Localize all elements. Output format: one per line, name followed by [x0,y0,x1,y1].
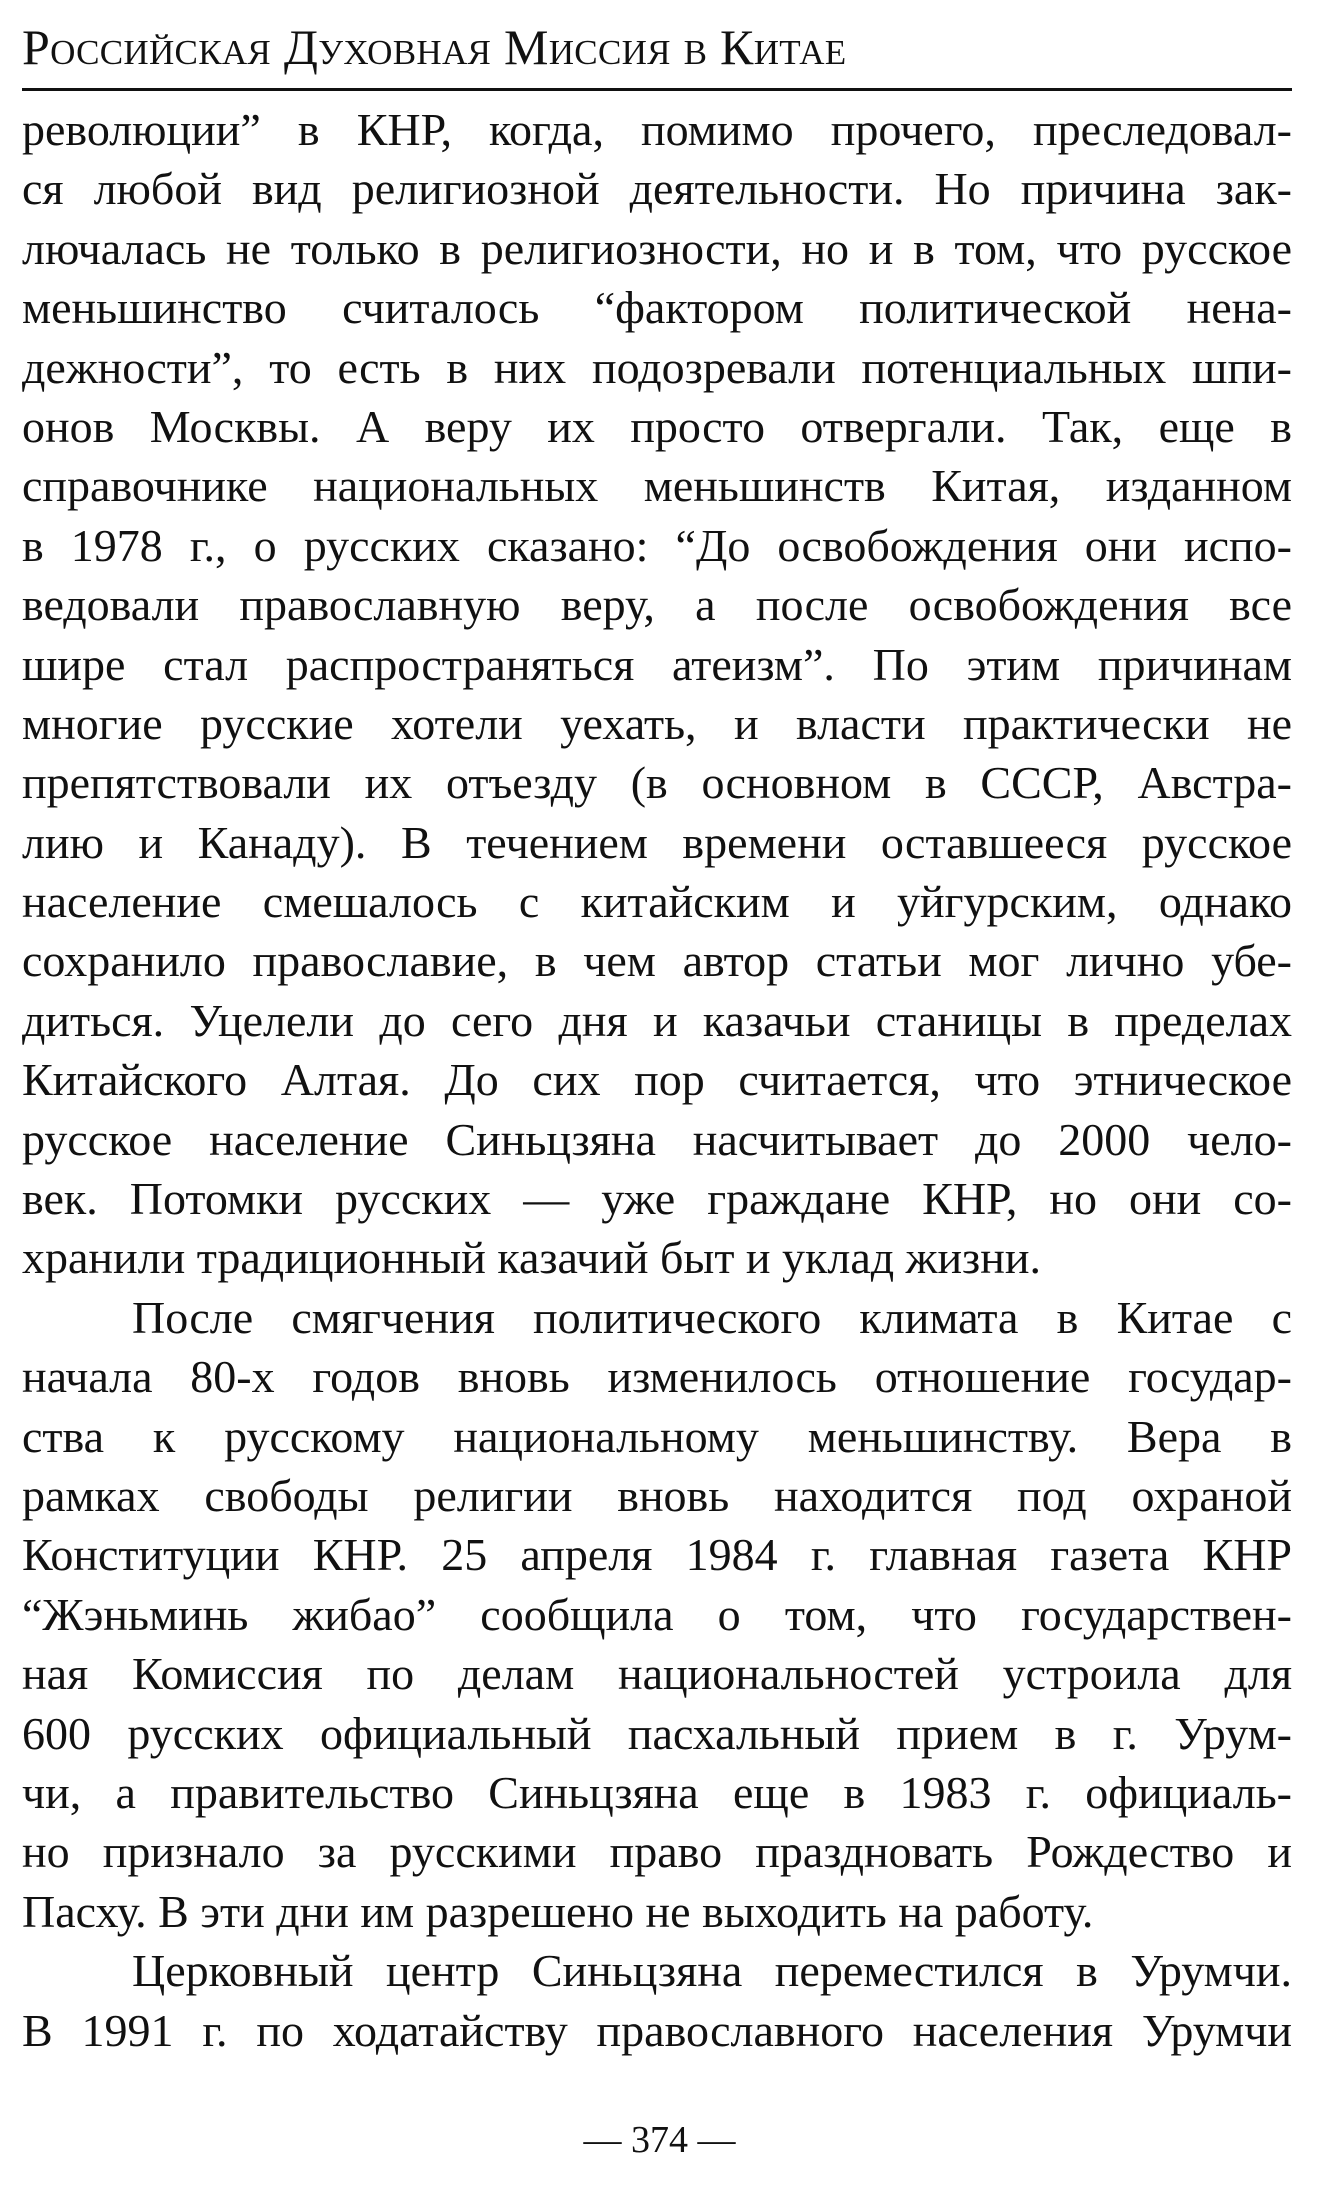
text-line: но признало за русскими право праздновать Рождество и [22,1826,1292,1878]
text-line: ства к русскому национальному меньшинству. Вера в [22,1410,1292,1462]
header-rule [22,88,1292,91]
text-line: население смешалось с китайским и уйгурским, однако [22,876,1292,928]
text-line: век. Потомки русских — уже граждане КНР, но они со- [22,1173,1292,1225]
text-line: “Жэньминь жибао” сообщила о том, что государствен- [22,1588,1292,1640]
text-line: препятствовали их отъезду (в основном в СССР, Австра- [22,757,1292,809]
text-line: 600 русских официальный пасхальный прием в г. Урум- [22,1707,1292,1759]
paragraph-start-line: После смягчения политического климата в Китае с [132,1291,1292,1343]
page-number: — 374 — [583,2119,736,2161]
text-line: в 1978 г., о русских сказано: “До освобождения они испо- [22,519,1292,571]
text-line: революции” в КНР, когда, помимо прочего, преследовал- [22,104,1292,155]
text-line: многие русские хотели уехать, и власти практически не [22,697,1292,749]
text-line: ся любой вид религиозной деятельности. Но причина зак- [22,163,1292,215]
text-line: онов Москвы. А веру их просто отвергали. Так, еще в [22,400,1292,452]
paragraph-start-line: Церковный центр Синьцзяна переместился в Урумчи. [132,1945,1292,1997]
running-header: Российская Духовная Миссия в Китае [22,19,847,75]
text-line: рамках свободы религии вновь находится под охраной [22,1469,1292,1521]
paragraph-end-line: хранили традиционный казачий быт и уклад жизни. [22,1232,1041,1284]
text-line: лючалась не только в религиозности, но и в том, что русское [22,222,1292,274]
text-line: чи, а правительство Синьцзяна еще в 1983 г. официаль- [22,1766,1292,1818]
text-line: ная Комиссия по делам национальностей устроила для [22,1648,1292,1700]
text-line: справочнике национальных меньшинств Китая, изданном [22,460,1292,512]
text-line: ведовали православную веру, а после освобождения все [22,579,1292,631]
text-line: диться. Уцелели до сего дня и казачьи станицы в пределах [22,994,1292,1046]
text-line: дежности”, то есть в них подозревали потенциальных шпи- [22,341,1292,393]
text-line: Китайского Алтая. До сих пор считается, что этническое [22,1054,1292,1106]
text-line: В 1991 г. по ходатайству православного населения Урумчи [22,2004,1292,2056]
text-line: сохранило православие, в чем автор статьи мог лично убе- [22,935,1292,987]
paragraph-end-line: Пасху. В эти дни им разрешено не выходить на работу. [22,1885,1094,1937]
body-text [22,100,1292,2060]
text-line: лию и Канаду). В течением времени оставшееся русское [22,816,1292,868]
text-line: русское население Синьцзяна насчитывает до 2000 чело- [22,1113,1292,1165]
text-line: Конституции КНР. 25 апреля 1984 г. главная газета КНР [22,1529,1292,1581]
text-line: меньшинство считалось “фактором политической нена- [22,282,1292,334]
text-line: шире стал распространяться атеизм”. По этим причинам [22,638,1292,690]
text-line: начала 80-х годов вновь изменилось отношение государ- [22,1351,1292,1403]
